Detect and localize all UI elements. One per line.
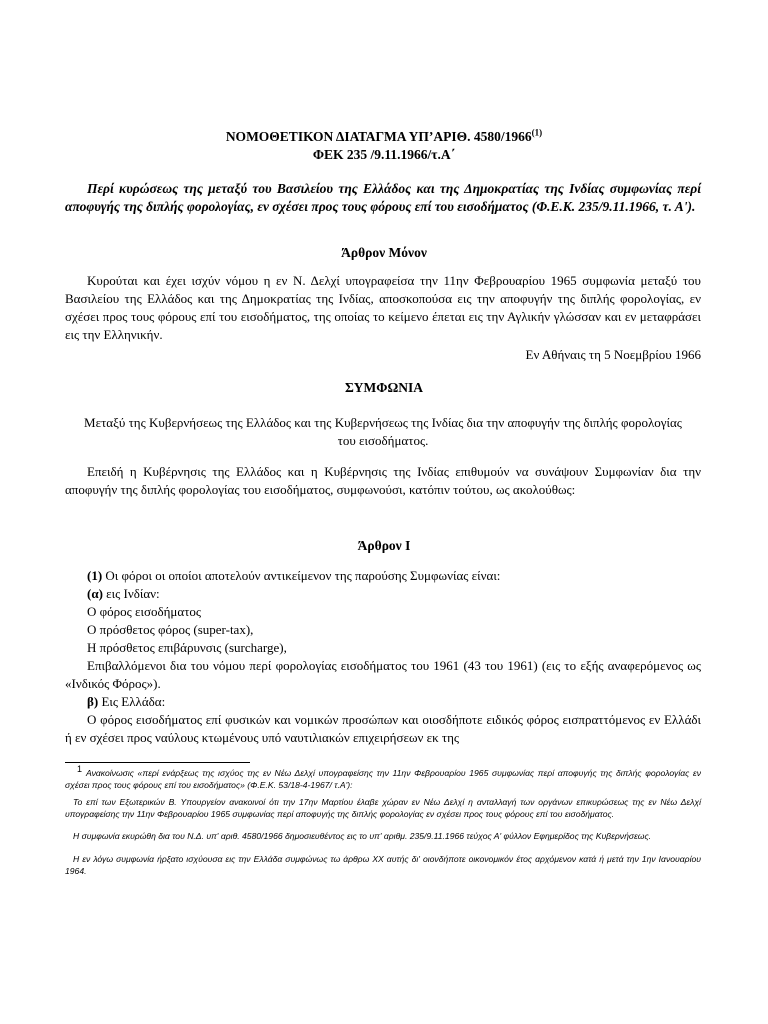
- footnote-paragraph-4: Η εν λόγω συμφωνία ήρξατο ισχύουσα εις την Ελλάδα συμφώνως τω άρθρω ΧΧ αυτής δι' οιονδήποτε οικονομικόν έτος αρχόμενον κατά ή μετά την 1ην Ιανουαρίου 1964.: [65, 854, 701, 876]
- gazette-reference: ΦΕΚ 235 /9.11.1966/τ.Α΄: [312, 147, 456, 162]
- india-tax-3: Η πρόσθετος επιβάρυνσις (surcharge),: [87, 640, 287, 655]
- article-1-heading: Άρθρον Ι: [357, 538, 411, 553]
- footnote-paragraph-3: Η συμφωνία εκυρώθη δια του Ν.Δ. υπ' αριθ. 4580/1966 δημοσιευθέντος εις το υπ' αριθμ. 235/9.11.1966 τεύχος Α' φύλλον Εφημερίδος της Κυβερνήσεως.: [73, 831, 652, 841]
- sole-article-text: Κυρούται και έχει ισχύν νόμου η εν Ν. Δελχί υπογραφείσα την 11ην Φεβρουαρίου 1965 συμφωνία μεταξύ του Βασιλείου της Ελλάδος και της Δημοκρατίας της Ινδίας, αποσκοπούσα εις την αποφυγήν της διπλής φορολογίας, εν σχέσει προς τους φόρους επί του εισοδήματος, της οποίας το κείμενο έπεται εις την Αγλικήν γλώσσαν και εν μεταφράσει εις την Ελληνικήν.: [65, 273, 701, 342]
- greece-tax: Ο φόρος εισοδήματος επί φυσικών και νομικών προσώπων και οιοσδήποτε ειδικός φόρος εισπραττόμενος εν Ελλάδι ή εν σχέσει προς ναύλους κτωμένους υπό ναυτιλιακών επιχειρήσεων εκ της: [65, 712, 701, 745]
- india-tax-2: Ο πρόσθετος φόρος (super-tax),: [87, 622, 254, 637]
- agreement-preamble: Επειδή η Κυβέρνησις της Ελλάδος και η Κυβέρνησις της Ινδίας επιθυμούν να συνάψουν Συμφωνίαν δια την αποφυγήν της διπλής φορολογίας του εισοδήματος, συμφωνούσι, κατόπιν τούτου, ως ακολούθως:: [65, 464, 701, 497]
- article-1-paragraph-1: [87, 567, 500, 585]
- subsection-text-a: εις Ινδίαν:: [102, 586, 160, 601]
- place-date: Εν Αθήναις τη 5 Νοεμβρίου 1966: [525, 347, 701, 362]
- paragraph-number: (1): [87, 568, 103, 583]
- footnote-1-text: Ανακοίνωσις «περί ενάρξεως της ισχύος της εν Νέω Δελχί υπογραφείσης την 11ην Φεβρουαρίου 1965 συμφωνίας περί αποφυγής της διπλής φορολογίας εν σχέσει προς τους φόρους επί του εισοδήματος» (Φ.Ε.Κ. 53/18-4-1967/ τ.Α'):: [65, 768, 701, 790]
- paragraph-text: Οι φόροι οι οποίοι αποτελούν αντικείμενον της παρούσης Συμφωνίας είναι:: [102, 568, 501, 583]
- greece-subsection: [87, 693, 165, 711]
- footnote-marker: 1: [77, 764, 83, 775]
- india-tax-1: Ο φόρος εισοδήματος: [87, 604, 202, 619]
- india-tax-law: Επιβαλλόμενοι δια του νόμου περί φορολογίας εισοδήματος του 1961 (43 του 1961) (εις το εξής αναφερόμενος ως «Ινδικός Φόρος»).: [65, 658, 701, 691]
- agreement-heading: ΣΥΜΦΩΝΙΑ: [344, 380, 424, 395]
- agreement-parties: Μεταξύ της Κυβερνήσεως της Ελλάδος και της Κυβερνήσεως της Ινδίας δια την αποφυγήν της διπλής φορολογίας του εισοδήματος.: [84, 415, 682, 448]
- india-subsection: [87, 585, 160, 603]
- footnote-separator: [65, 762, 250, 763]
- decree-subject: Περί κυρώσεως της μεταξύ του Βασιλείου της Ελλάδος και της Δημοκρατίας της Ινδίας συμφωνίας περί αποφυγής της διπλής φορολογίας, εν σχέσει προς τους φόρους επί του εισοδήματος (Φ.Ε.Κ. 235/9.11.1966, τ. Α').: [65, 181, 701, 214]
- sole-article-heading: Άρθρον Μόνον: [341, 245, 427, 260]
- decree-title-text: ΝΟΜΟΘΕΤΙΚΟΝ ΔΙΑΤΑΓΜΑ ΥΠ’ΑΡΙΘ. 4580/1966: [225, 129, 532, 144]
- footnote-1: [65, 764, 701, 791]
- footnote-reference-1: (1): [531, 127, 543, 138]
- subsection-text-b: Εις Ελλάδα:: [98, 694, 166, 709]
- footnote-paragraph-2: Το επί των Εξωτερικών Β. Υπουργείον ανακοινοί ότι την 17ην Μαρτίου έλαβε χώραν εν Νέω Δελχί η ανταλλαγή των οργάνων επικυρώσεως της εν Νέω Δελχί υπογραφείσης την 11ην Φεβρουαρίου 1965 συμφωνίας περί αποφυγής της διπλής φορολογίας εν σχέσει προς τους φόρους επί του εισοδήματος.: [65, 797, 701, 819]
- subsection-label-b: β): [87, 694, 99, 709]
- decree-title: [100, 128, 668, 145]
- subsection-label-a: (α): [87, 586, 103, 601]
